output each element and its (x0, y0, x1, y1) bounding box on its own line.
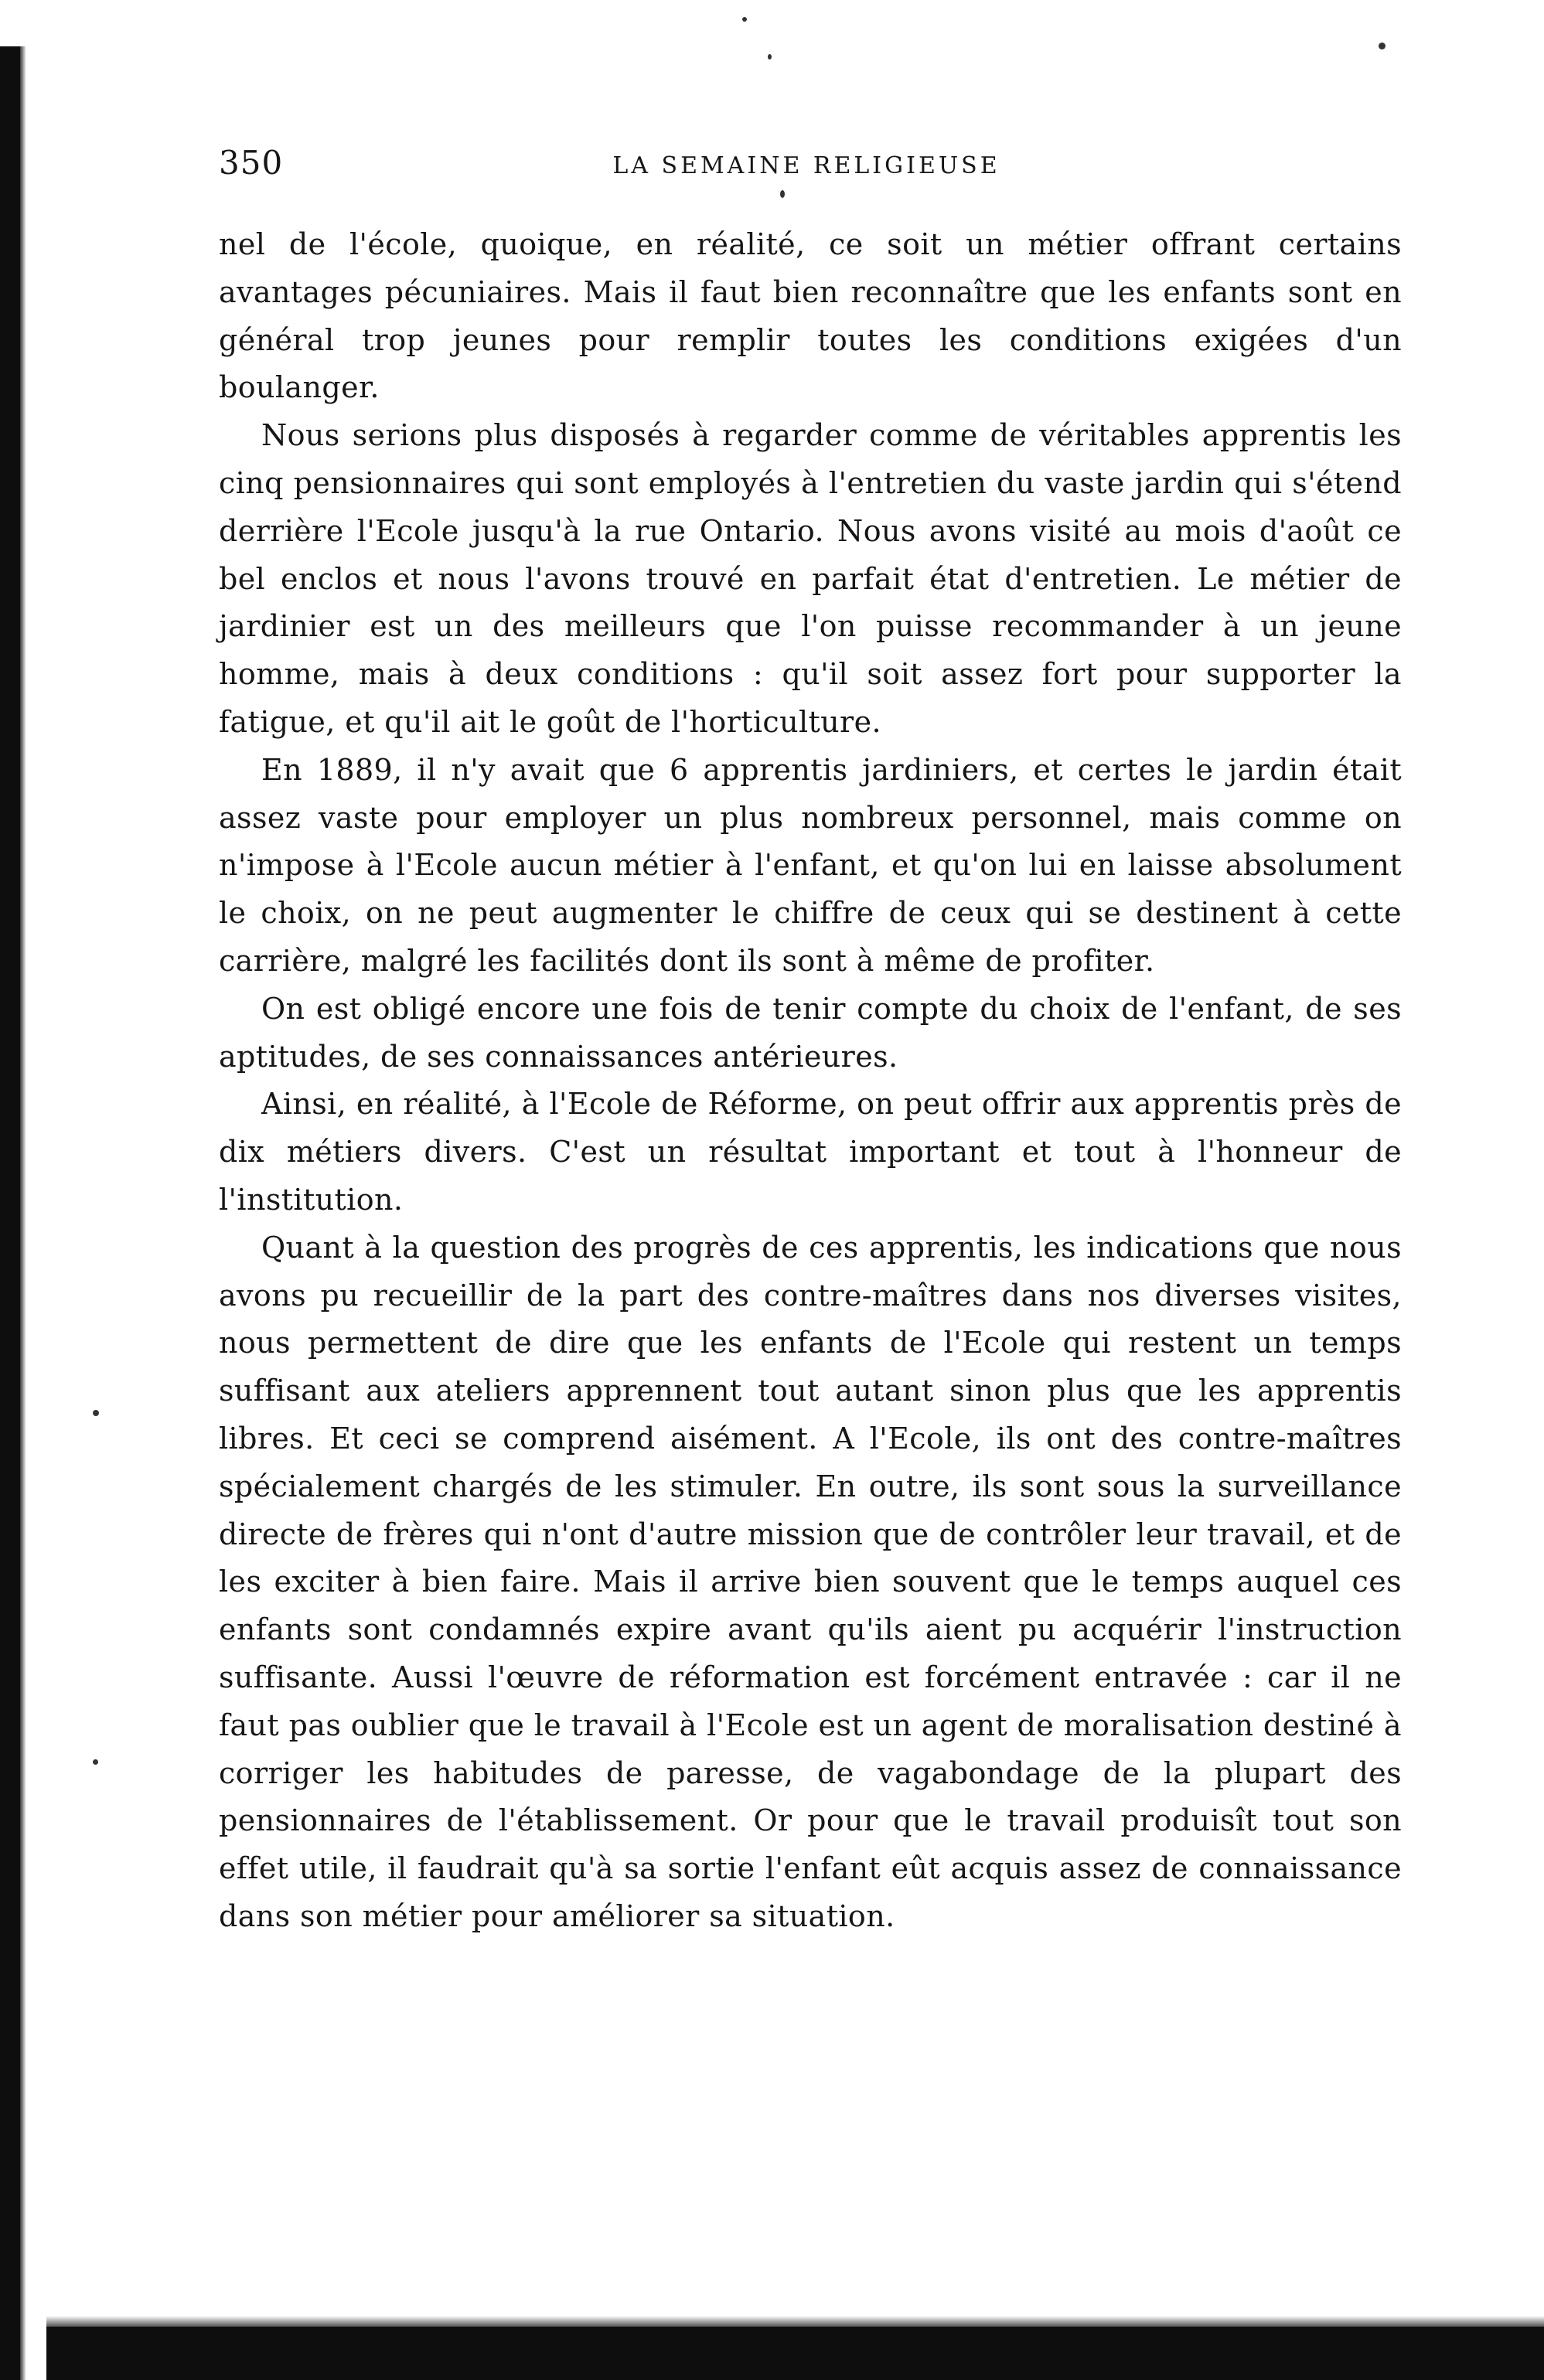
scan-speck (768, 54, 772, 60)
paragraph: Quant à la question des progrès de ces apprentis, les indications que nous avons pu recueillir de la part des contre-maîtres dans nos diverses visites, nous permettent de dire que les enfants de l'Ecole qui restent un temps suffisant aux ateliers apprennent tout autant sinon plus que les apprentis libres. Et ceci se comprend aisément. A l'Ecole, ils ont des contre-maîtres spécialement chargés de les stimuler. En outre, ils sont sous la surveillance directe de frères qui n'ont d'autre mission que de contrôler leur travail, et de les exciter à bien faire. Mais il arrive bien souvent que le temps auquel ces enfants sont condamnés expire avant qu'ils aient pu acquérir l'instruction suffisante. Aussi l'œuvre de réformation est forcément entravée : car il ne faut pas oublier que le travail à l'Ecole est un agent de moralisation destiné à corriger les habitudes de paresse, de vagabondage de la plupart des pensionnaires de l'établissement. Or pour que le travail produisît tout son effet utile, il faudrait qu'à sa sortie l'enfant eût acquis assez de connaissance dans son métier pour améliorer sa situation. (219, 1230, 1402, 1933)
scan-speck (93, 1410, 99, 1416)
paragraph: nel de l'école, quoique, en réalité, ce soit un métier offrant certains avantages pécuniaires. Mais il faut bien reconnaître que les enfants sont en général trop jeunes pour remplir toutes les conditions exigées d'un boulanger. (219, 227, 1402, 405)
scan-border-bottom-shadow (46, 2316, 1544, 2327)
paragraph: On est obligé encore une fois de tenir compte du choix de l'enfant, de ses aptitudes, de ses connaissances antérieures. (219, 991, 1402, 1074)
scan-speck (93, 1759, 98, 1765)
scan-border-left (0, 46, 20, 2380)
scan-speck (742, 17, 747, 22)
paragraph: En 1889, il n'y avait que 6 apprentis jardiniers, et certes le jardin était assez vaste pour employer un plus nombreux personnel, mais comme on n'impose à l'Ecole aucun métier à l'enfant, et qu'on lui en laisse absolument le choix, on ne peut augmenter le chiffre de ceux qui se destinent à cette carrière, malgré les facilités dont ils sont à même de profiter. (219, 752, 1402, 978)
scan-border-left-shadow (20, 46, 26, 2380)
paragraph: Nous serions plus disposés à regarder comme de véritables apprentis les cinq pensionnaires qui sont employés à l'entretien du vaste jardin qui s'étend derrière l'Ecole jusqu'à la rue Ontario. Nous avons visité au mois d'août ce bel enclos et nous l'avons trouvé en parfait état d'entretien. Le métier de jardinier est un des meilleurs que l'on puisse recommander à un jeune homme, mais à deux conditions : qu'il soit assez fort pour supporter la fatigue, et qu'il ait le goût de l'horticulture. (219, 418, 1402, 739)
running-title: LA SEMAINE RELIGIEUSE (612, 152, 1000, 179)
page-number: 350 (219, 144, 284, 182)
body-text (219, 221, 1402, 1941)
page-header (219, 141, 1394, 195)
scan-speck (1379, 43, 1386, 49)
scan-border-bottom (46, 2327, 1544, 2380)
paragraph: Ainsi, en réalité, à l'Ecole de Réforme, on peut offrir aux apprentis près de dix métiers divers. C'est un résultat important et tout à l'honneur de l'institution. (219, 1087, 1402, 1217)
